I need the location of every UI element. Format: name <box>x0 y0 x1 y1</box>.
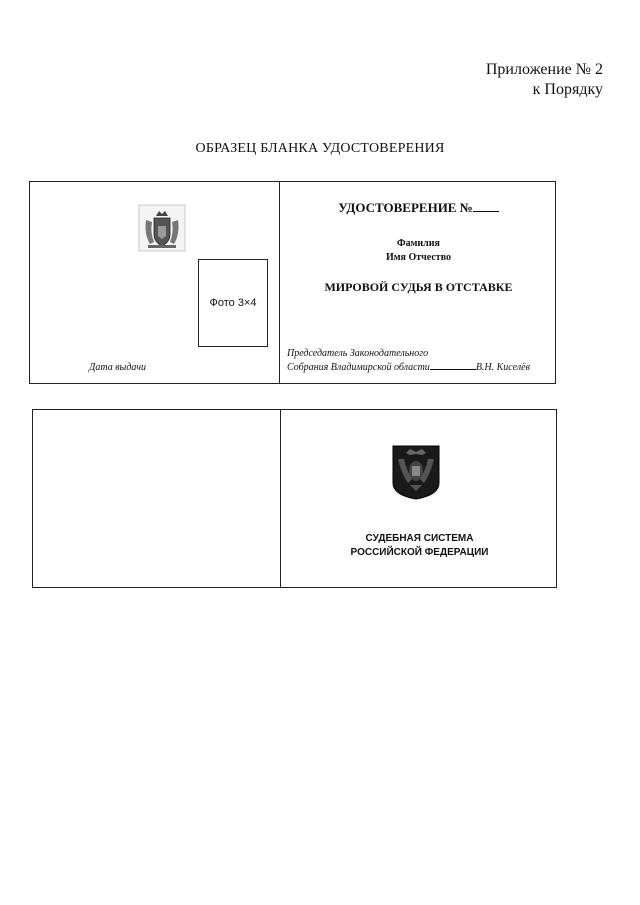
judicial-system-line2: РОССИЙСКОЙ ФЕДЕРАЦИИ <box>350 547 489 558</box>
vladimir-region-coat-of-arms-icon <box>138 204 186 252</box>
certificate-number-blank <box>473 199 499 212</box>
certificate-title-text: УДОСТОВЕРЕНИЕ № <box>338 200 473 215</box>
signer-title-line1: Председатель Законодательного <box>287 348 429 359</box>
signer-title-line2-text: Собрания Владимирской области <box>287 362 430 373</box>
judicial-system-label <box>281 532 558 560</box>
document-title: ОБРАЗЕЦ БЛАНКА УДОСТОВЕРЕНИЯ <box>195 141 445 156</box>
fold-divider <box>280 410 281 587</box>
rank-label: МИРОВОЙ СУДЬЯ В ОТСТАВКЕ <box>324 280 513 294</box>
signer-title-line2 <box>287 360 530 374</box>
judicial-system-line1: СУДЕБНАЯ СИСТЕМА <box>365 533 474 544</box>
given-names-label: Имя Отчество <box>385 252 452 263</box>
appendix-reference: к Порядку <box>532 81 603 98</box>
certificate-title <box>280 199 557 216</box>
signer-name: В.Н. Киселёв <box>475 362 530 373</box>
photo-placeholder <box>198 259 268 347</box>
signature-line <box>430 360 476 370</box>
appendix-number: Приложение № 2 <box>485 61 603 78</box>
surname-label: Фамилия <box>397 238 440 249</box>
russia-coat-of-arms-icon <box>390 443 442 501</box>
certificate-front <box>29 181 556 384</box>
photo-label: Фото 3×4 <box>209 297 257 309</box>
certificate-back <box>32 409 557 588</box>
signer-block <box>287 348 530 374</box>
appendix-header <box>486 60 603 100</box>
issue-date-label: Дата выдачи <box>89 362 147 373</box>
